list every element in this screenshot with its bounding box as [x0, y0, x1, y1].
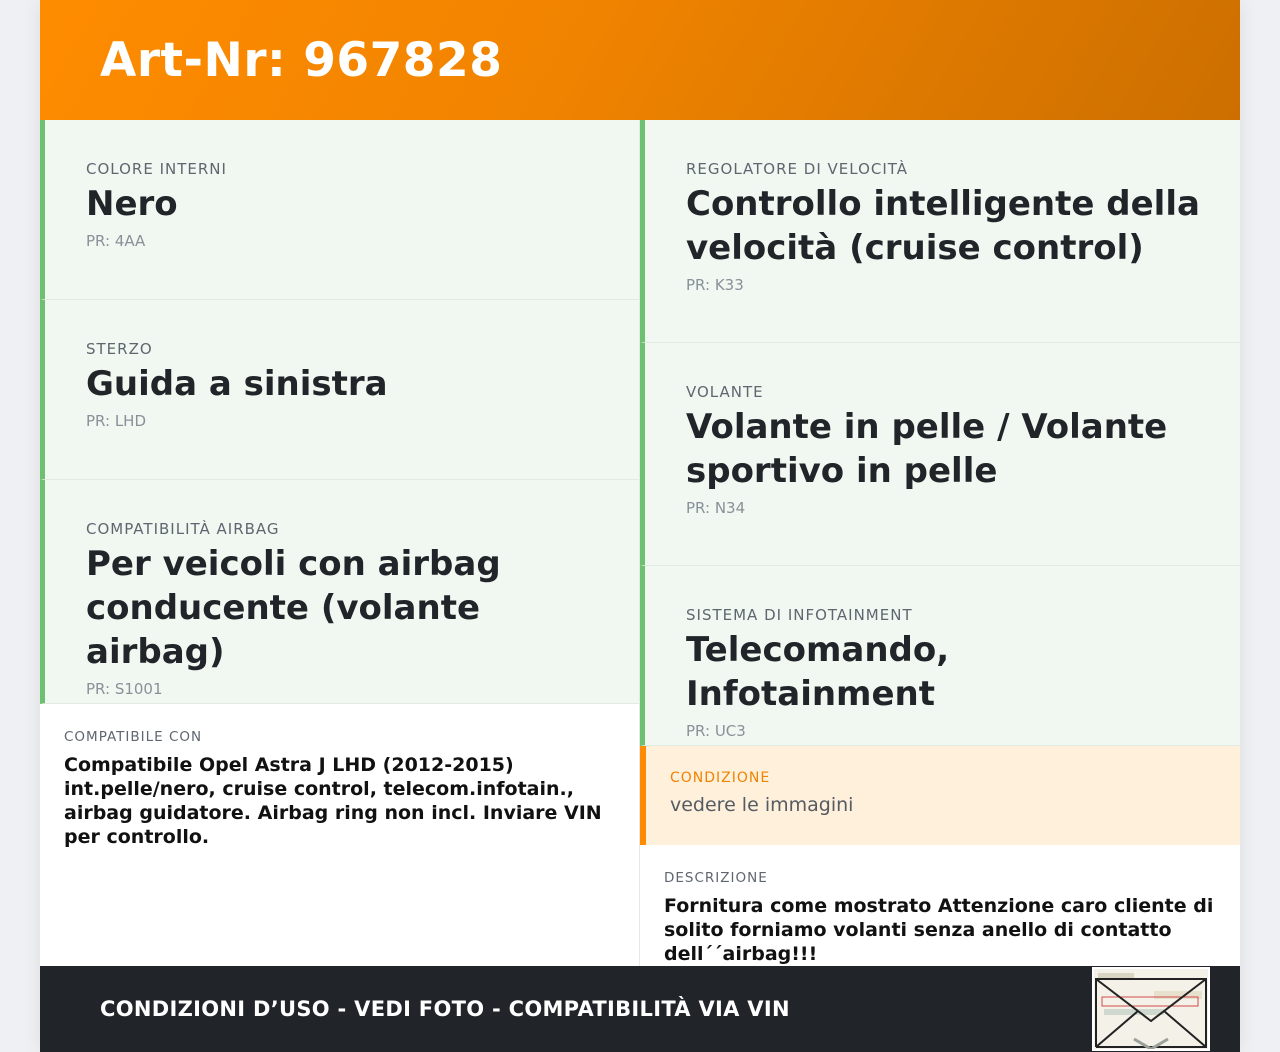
- spec-value: Guida a sinistra: [86, 364, 388, 404]
- spec-label: SISTEMA DI INFOTAINMENT: [686, 606, 913, 625]
- spec-pr-code: PR: N34: [686, 498, 746, 517]
- footer-text: CONDIZIONI D’USO - VEDI FOTO - COMPATIBILITÀ VIA VIN: [100, 997, 790, 1021]
- envelope-photo-graphic: [1094, 969, 1208, 1049]
- content-columns: [40, 120, 1240, 966]
- spec-card-infotainment: [640, 566, 1240, 746]
- condition-text: vedere le immagini: [670, 794, 854, 817]
- spec-value: Controllo intelligente della velocità (cruise control): [686, 184, 1200, 268]
- spec-label: COLORE INTERNI: [86, 160, 227, 178]
- spec-label: STERZO: [86, 340, 153, 358]
- left-column: [40, 120, 640, 966]
- spec-card-steering: [40, 300, 639, 480]
- compatible-text: Compatibile Opel Astra J LHD (2012-2015) int.pelle/nero, cruise control, telecom.infotain., airbag guidatore. Airbag ring non incl. Inviare VIN per controllo.: [64, 754, 602, 848]
- condition-label: CONDIZIONE: [670, 770, 771, 787]
- spec-value: Nero: [86, 184, 178, 224]
- description-text: Fornitura come mostrato Attenzione caro cliente di solito forniamo volanti senza anello di contatto dell´´airbag!!!: [664, 895, 1214, 966]
- spec-label: COMPATIBILITÀ AIRBAG: [86, 520, 280, 538]
- spec-pr-code: PR: S1001: [86, 680, 163, 698]
- right-column: [640, 120, 1240, 966]
- spec-pr-code: PR: UC3: [686, 722, 746, 741]
- envelope-photo-icon[interactable]: [1092, 967, 1210, 1051]
- footer-bar: [40, 966, 1240, 1052]
- spec-card-cruise-control: [640, 120, 1240, 343]
- spec-card-interior-color: [40, 120, 639, 300]
- spec-pr-code: PR: LHD: [86, 412, 147, 430]
- compatible-section: [40, 704, 639, 966]
- product-sheet: [40, 0, 1240, 1052]
- spec-card-steering-wheel: [640, 343, 1240, 567]
- spec-pr-code: PR: K33: [686, 276, 744, 294]
- spec-label: VOLANTE: [686, 382, 764, 401]
- article-number-title: Art-Nr: 967828: [100, 32, 503, 88]
- compatible-label: COMPATIBILE CON: [64, 729, 203, 745]
- header-bar: [40, 0, 1240, 120]
- spec-card-airbag-compat: [40, 480, 639, 704]
- spec-value: Per veicoli con airbag conducente (volante airbag): [86, 544, 501, 672]
- condition-section: [640, 746, 1240, 845]
- spec-value: Volante in pelle / Volante sportivo in pelle: [686, 406, 1168, 491]
- spec-label: REGOLATORE DI VELOCITÀ: [686, 160, 909, 178]
- description-section: [640, 845, 1240, 966]
- spec-value: Telecomando, Infotainment: [686, 630, 950, 715]
- description-label: DESCRIZIONE: [664, 870, 768, 887]
- spec-pr-code: PR: 4AA: [86, 232, 146, 250]
